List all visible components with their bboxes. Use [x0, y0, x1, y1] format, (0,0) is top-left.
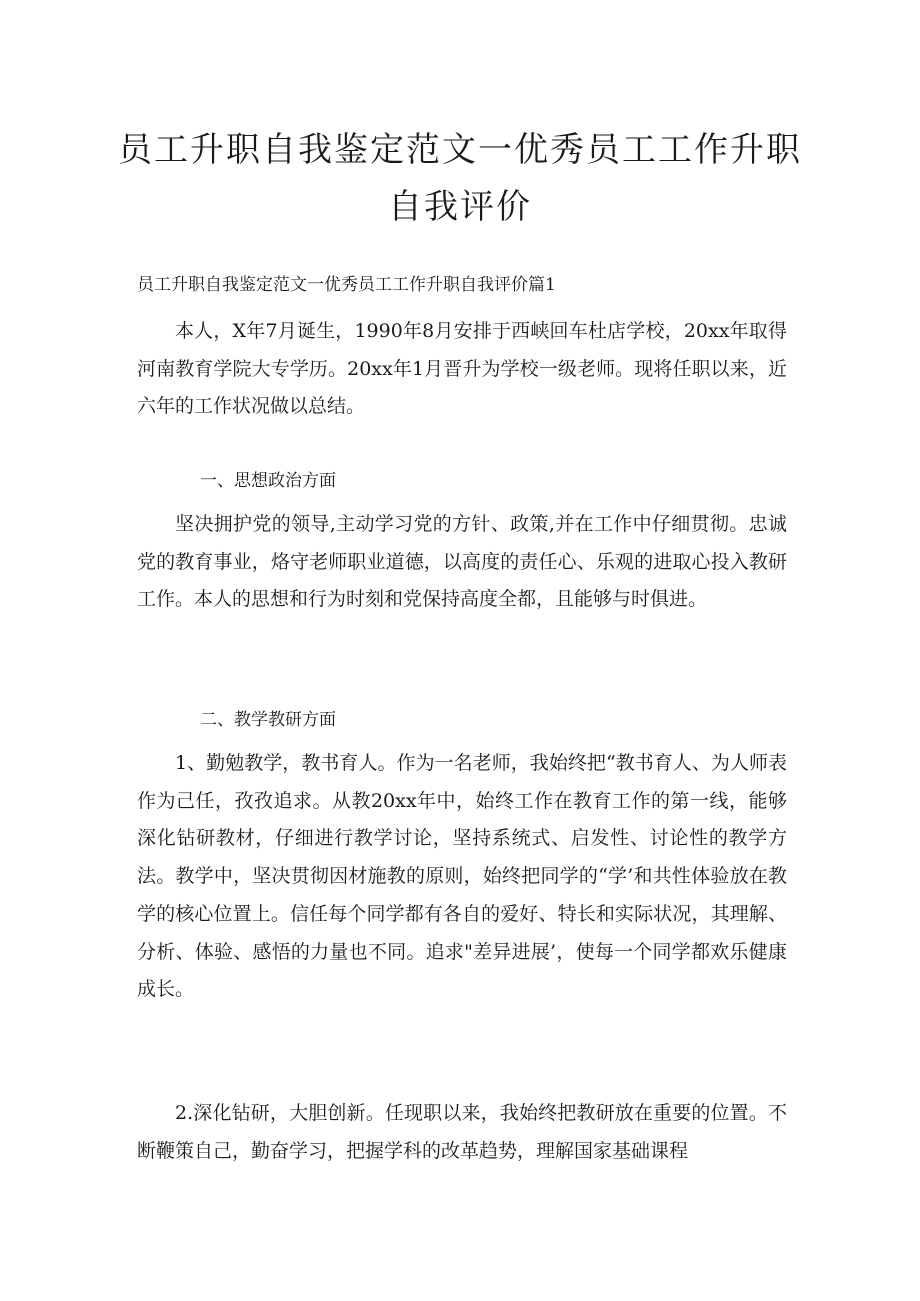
- section1-heading: 一、思想政治方面: [200, 471, 336, 491]
- document-title-line1: 员工升职自我鉴定范文一优秀员工工作升职: [118, 130, 802, 170]
- document-title-line2: 自我评价: [388, 187, 532, 227]
- section2-heading: 二、教学教研方面: [200, 710, 336, 730]
- section1-paragraph: 坚决拥护党的领导,主动学习党的方针、政策,并在工作中仔细贯彻。忠诚党的教育事业，烙守老师职业道德，以高度的责任心、乐观的进取心投入教研工作。本人的思想和行为时刻和党保持高度全都，且能够与时俱进。: [137, 513, 787, 611]
- item1-paragraph: 1、勤勉教学，教书育人。作为一名老师，我始终把“教书育人、为人师表作为己任，孜孜追求。从教20xx年中，始终工作在教育工作的第一线，能够深化钻研教材，仔细进行教学讨论，坚持系统式、启发性、讨论性的教学方法。教学中，坚决贯彻因材施教的原则，始终把同学的“学’和共性体验放在教学的核心位置上。信任每个同学都有各自的爱好、特长和实际状况，其理解、分析、体验、感悟的力量也不同。追求"差异进展’，使每一个同学都欢乐健康成长。: [137, 752, 787, 1001]
- document-subtitle: 员工升职自我鉴定范文一优秀员工工作升职自我评价篇1: [137, 275, 556, 295]
- item2-paragraph: 2.深化钻研，大胆创新。任现职以来，我始终把教研放在重要的位置。不断鞭策自己，勤奋学习，把握学科的改革趋势，理解国家基础课程: [137, 1102, 787, 1162]
- intro-paragraph: 本人，X年7月诞生，1990年8月安排于西峡回车杜店学校，20xx年取得河南教育学院大专学历。20xx年1月晋升为学校一级老师。现将任职以来，近六年的工作状况做以总结。: [137, 320, 787, 418]
